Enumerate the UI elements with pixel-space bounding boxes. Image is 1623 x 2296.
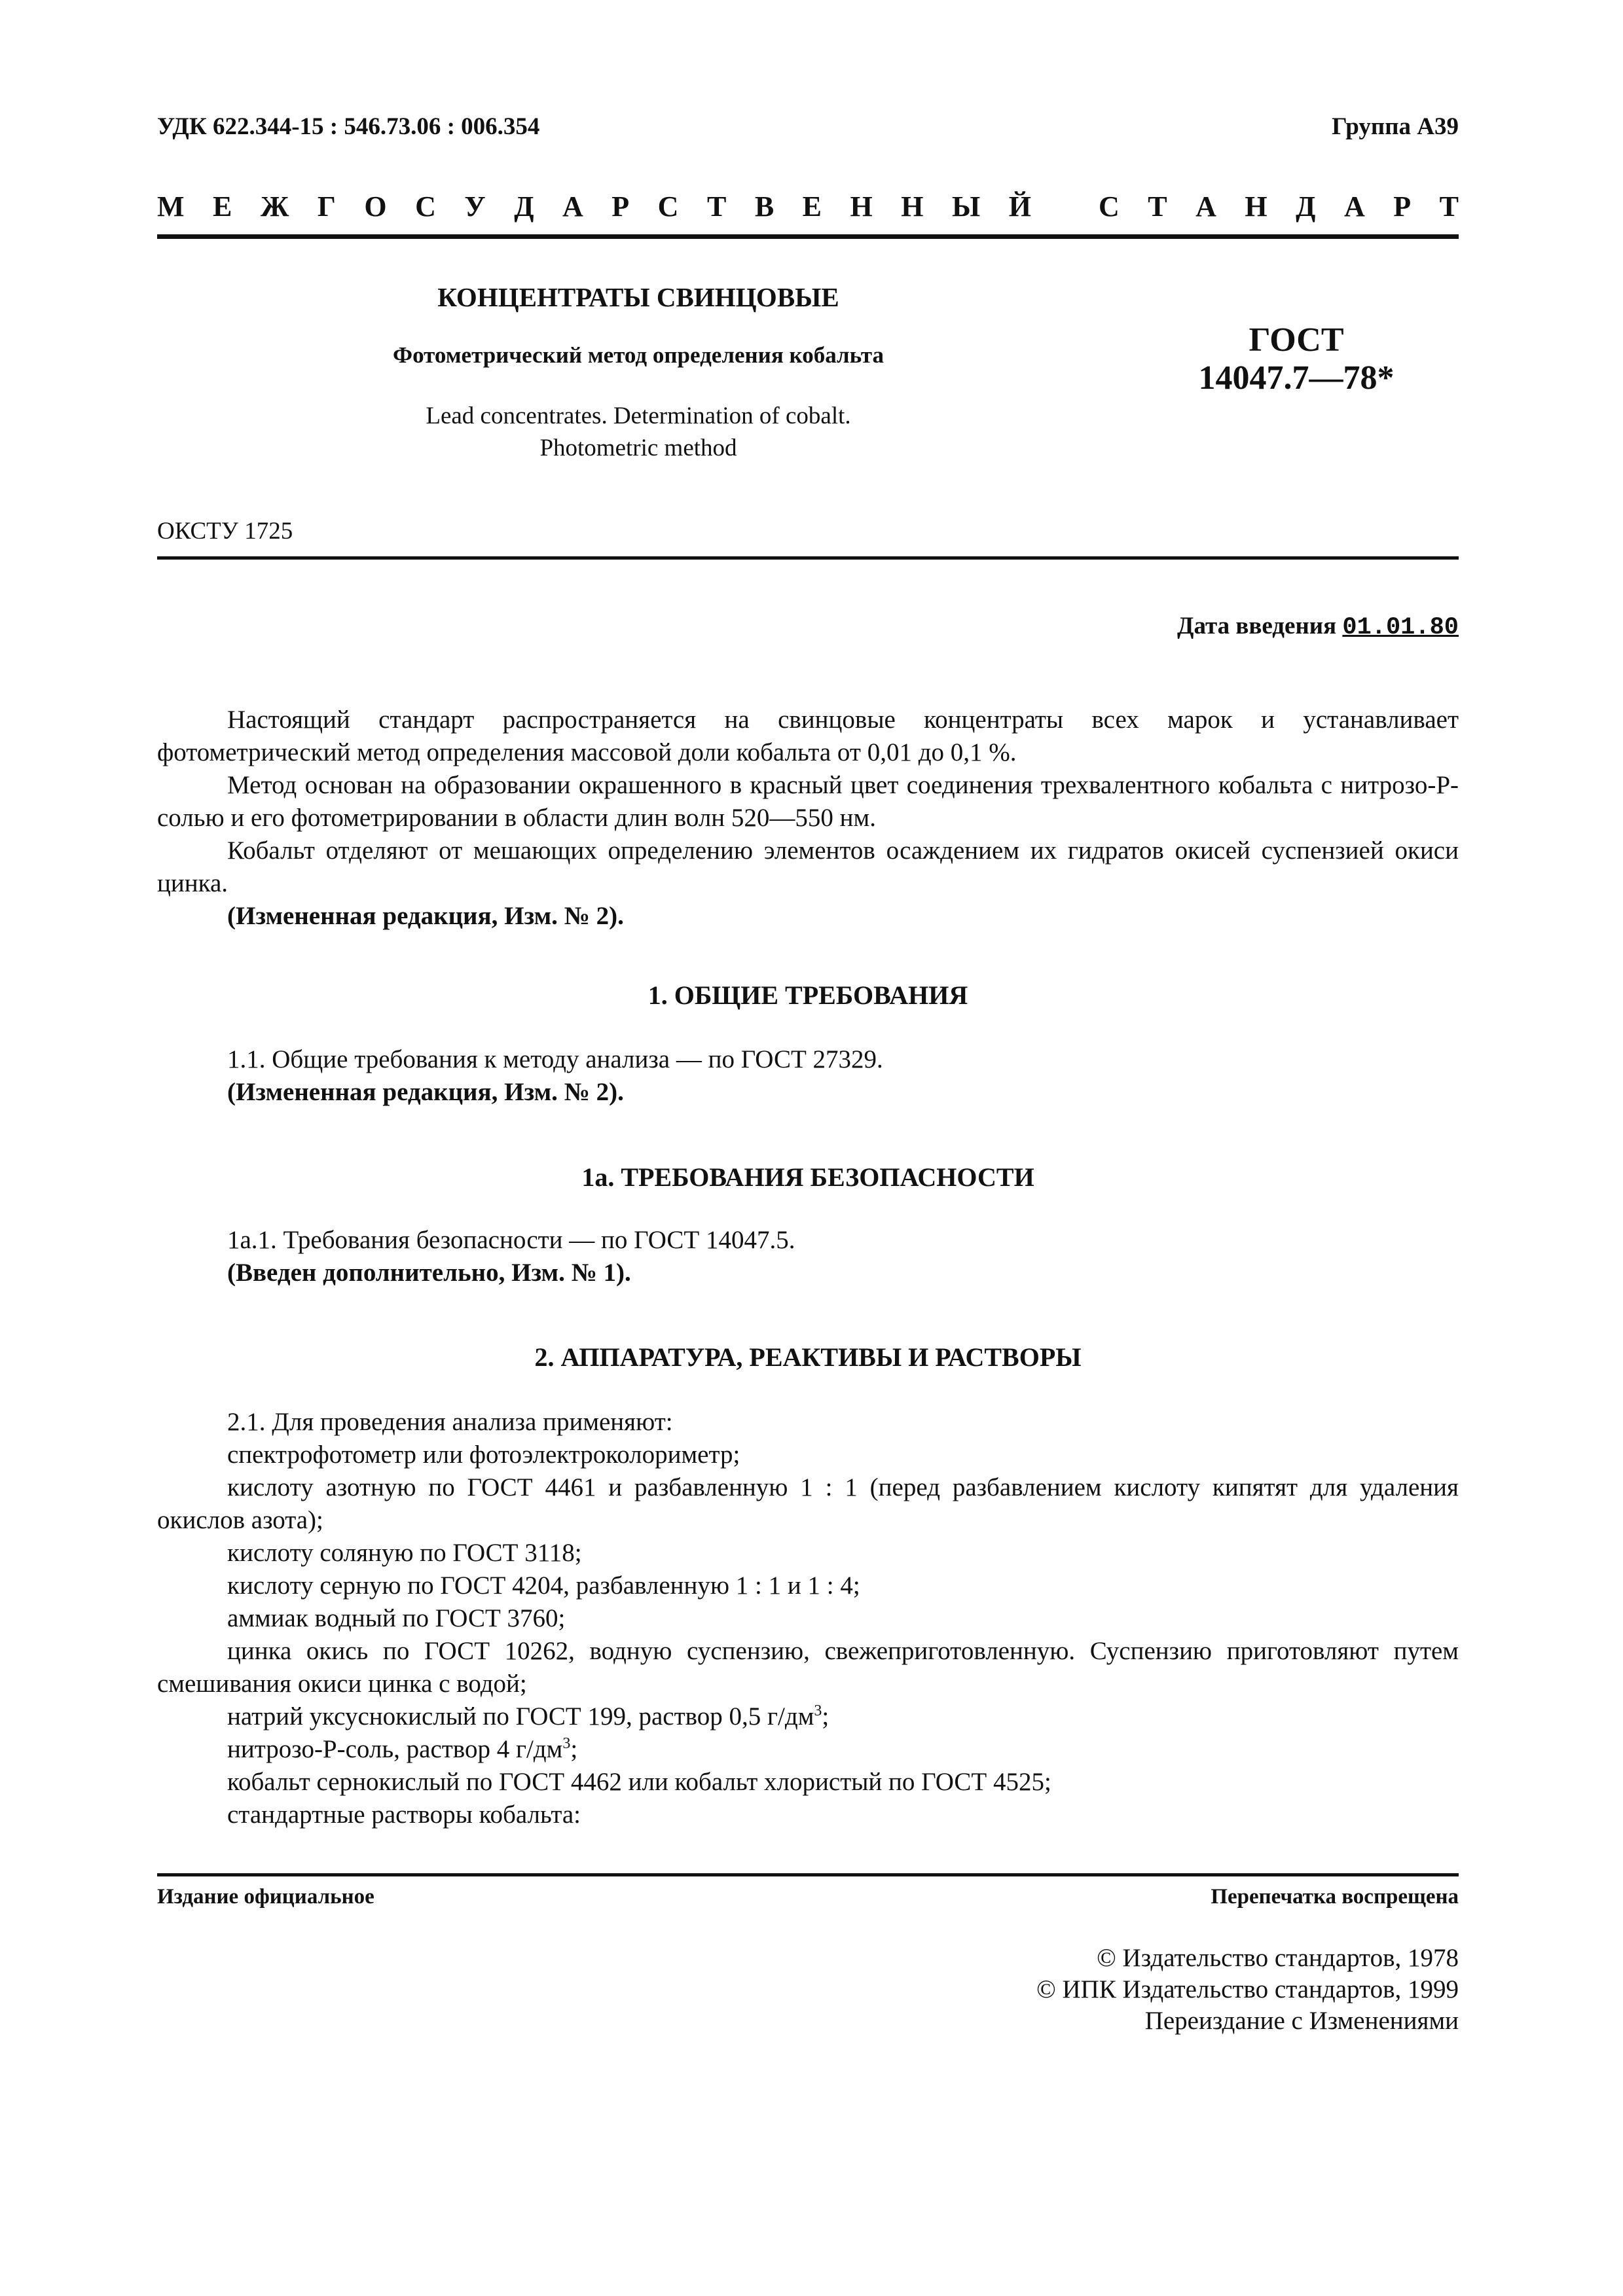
banner-letter: У	[464, 190, 486, 223]
banner-letter: Е	[802, 190, 822, 223]
section-1-heading: 1. ОБЩИЕ ТРЕБОВАНИЯ	[647, 980, 968, 1010]
reagent-item: цинка окись по ГОСТ 10262, водную суспензию, свежеприготовленную. Суспензию приготовляют путем смешивания окиси цинка с водой;	[157, 1637, 1459, 1698]
intro-amendment: (Измененная редакция, Изм. № 2).	[227, 902, 624, 930]
copyright-1978: © Издательство стандартов, 1978	[1097, 1944, 1459, 1972]
banner-letter: С	[415, 190, 436, 223]
banner-letter: М	[157, 190, 185, 223]
section-1a-amendment: (Введен дополнительно, Изм. № 1).	[227, 1259, 631, 1287]
section-1-amendment: (Измененная редакция, Изм. № 2).	[227, 1078, 624, 1106]
section-1a-heading: 1а. ТРЕБОВАНИЯ БЕЗОПАСНОСТИ	[581, 1162, 1034, 1192]
banner-letter: Т	[1439, 190, 1459, 223]
banner-letter: В	[754, 190, 775, 223]
reagent-item: кислоту азотную по ГОСТ 4461 и разбавленную 1 : 1 (перед разбавлением кислоту кипятят для удаления окислов азота);	[157, 1473, 1459, 1534]
reagent-item: спектрофотометр или фотоэлектроколориметр;	[227, 1441, 740, 1469]
banner-letter: С	[1099, 190, 1120, 223]
banner-rule	[157, 234, 1459, 239]
banner-letter: О	[364, 190, 387, 223]
banner-word-standard	[1099, 190, 1459, 223]
banner-letter: А	[1343, 190, 1365, 223]
banner-letter: Д	[1296, 190, 1316, 223]
section-1a-body	[157, 1224, 1459, 1289]
intro-section	[157, 704, 1459, 933]
reagent-item: кислоту соляную по ГОСТ 3118;	[227, 1539, 582, 1567]
official-edition-label: Издание официальное	[157, 1885, 374, 1909]
banner-letter: А	[562, 190, 583, 223]
intro-paragraph-method: Метод основан на образовании окрашенного в красный цвет соединения трехвалентного кобальта с нитрозо-Р-солью и его фотометрировании в области длин волн 520—550 нм.	[157, 771, 1459, 832]
banner-letter: Н	[901, 190, 924, 223]
intro-paragraph-separation: Кобальт отделяют от мешающих определению элементов осаждением их гидратов окисей суспензией окиси цинка.	[157, 836, 1459, 897]
english-title-line2: Photometric method	[539, 435, 737, 461]
group-code: Группа А39	[1332, 113, 1459, 140]
okstu-code: ОКСТУ 1725	[157, 518, 293, 545]
banner-letter: Р	[1393, 190, 1412, 223]
intro-paragraph-scope: Настоящий стандарт распространяется на свинцовые концентраты всех марок и устанавливает фотометрический метод определения массовой доли кобальта от 0,01 до 0,1 %.	[157, 706, 1459, 766]
copyright-block	[1036, 1943, 1459, 2037]
introduction-date-label: Дата введения	[1177, 613, 1337, 639]
english-title-line1: Lead concentrates. Determination of cobalt.	[426, 403, 851, 429]
reagent-item: кислоту серную по ГОСТ 4204, разбавленную 1 : 1 и 1 : 4;	[227, 1571, 860, 1600]
gost-label: ГОСТ	[1249, 321, 1344, 359]
banner-letter: Т	[1148, 190, 1167, 223]
title-rule	[157, 556, 1459, 560]
reagent-item-nitroso-r-salt: нитрозо-Р-соль, раствор 4 $г/дм^3$;	[227, 1735, 578, 1763]
banner-letter: Н	[1245, 190, 1267, 223]
banner-letter: С	[657, 190, 679, 223]
doc-subtitle: Фотометрический метод определения кобальта	[393, 342, 884, 368]
udc-code: УДК 622.344-15 : 546.73.06 : 006.354	[157, 113, 540, 140]
banner-letter: А	[1195, 190, 1216, 223]
reissue-note: Переиздание с Изменениями	[1144, 2007, 1459, 2035]
reagent-item: кобальт сернокислый по ГОСТ 4462 или кобальт хлористый по ГОСТ 4525;	[227, 1768, 1051, 1796]
clause-1a-1: 1а.1. Требования безопасности — по ГОСТ 14047.5.	[227, 1226, 795, 1254]
banner-letter: Е	[213, 190, 232, 223]
banner-letter: Р	[611, 190, 630, 223]
introduction-date-value: 01.01.80	[1342, 614, 1459, 641]
clause-1-1: 1.1. Общие требования к методу анализа — по ГОСТ 27329.	[227, 1045, 883, 1073]
doc-title: КОНЦЕНТРАТЫ СВИНЦОВЫЕ	[437, 282, 839, 312]
banner-letter: Ж	[260, 190, 289, 223]
gost-number: 14047.7—78*	[1198, 359, 1395, 397]
banner-letter: Г	[317, 190, 336, 223]
banner-word-interstate	[157, 190, 1031, 223]
reprint-prohibited-label: Перепечатка воспрещена	[1211, 1885, 1459, 1909]
introduction-date	[1177, 612, 1459, 641]
copyright-1999: © ИПК Издательство стандартов, 1999	[1036, 1975, 1459, 2003]
reagent-item-sodium-acetate: натрий уксуснокислый по ГОСТ 199, раствор 0,5 $г/дм^3$;	[227, 1702, 830, 1731]
banner-letter: Н	[850, 190, 873, 223]
banner-letter: Й	[1008, 190, 1031, 223]
reagent-item: аммиак водный по ГОСТ 3760;	[227, 1604, 566, 1632]
banner	[157, 190, 1459, 223]
banner-letter: Т	[706, 190, 727, 223]
section-2-body	[157, 1406, 1459, 1831]
section-1-body	[157, 1043, 1459, 1109]
reagent-item: стандартные растворы кобальта:	[227, 1801, 581, 1829]
section-2-heading: 2. АППАРАТУРА, РЕАКТИВЫ И РАСТВОРЫ	[534, 1342, 1082, 1372]
banner-letter: Д	[514, 190, 534, 223]
clause-2-1: 2.1. Для проведения анализа применяют:	[227, 1408, 673, 1436]
banner-letter: Ы	[952, 190, 981, 223]
footer-rule	[157, 1873, 1459, 1876]
